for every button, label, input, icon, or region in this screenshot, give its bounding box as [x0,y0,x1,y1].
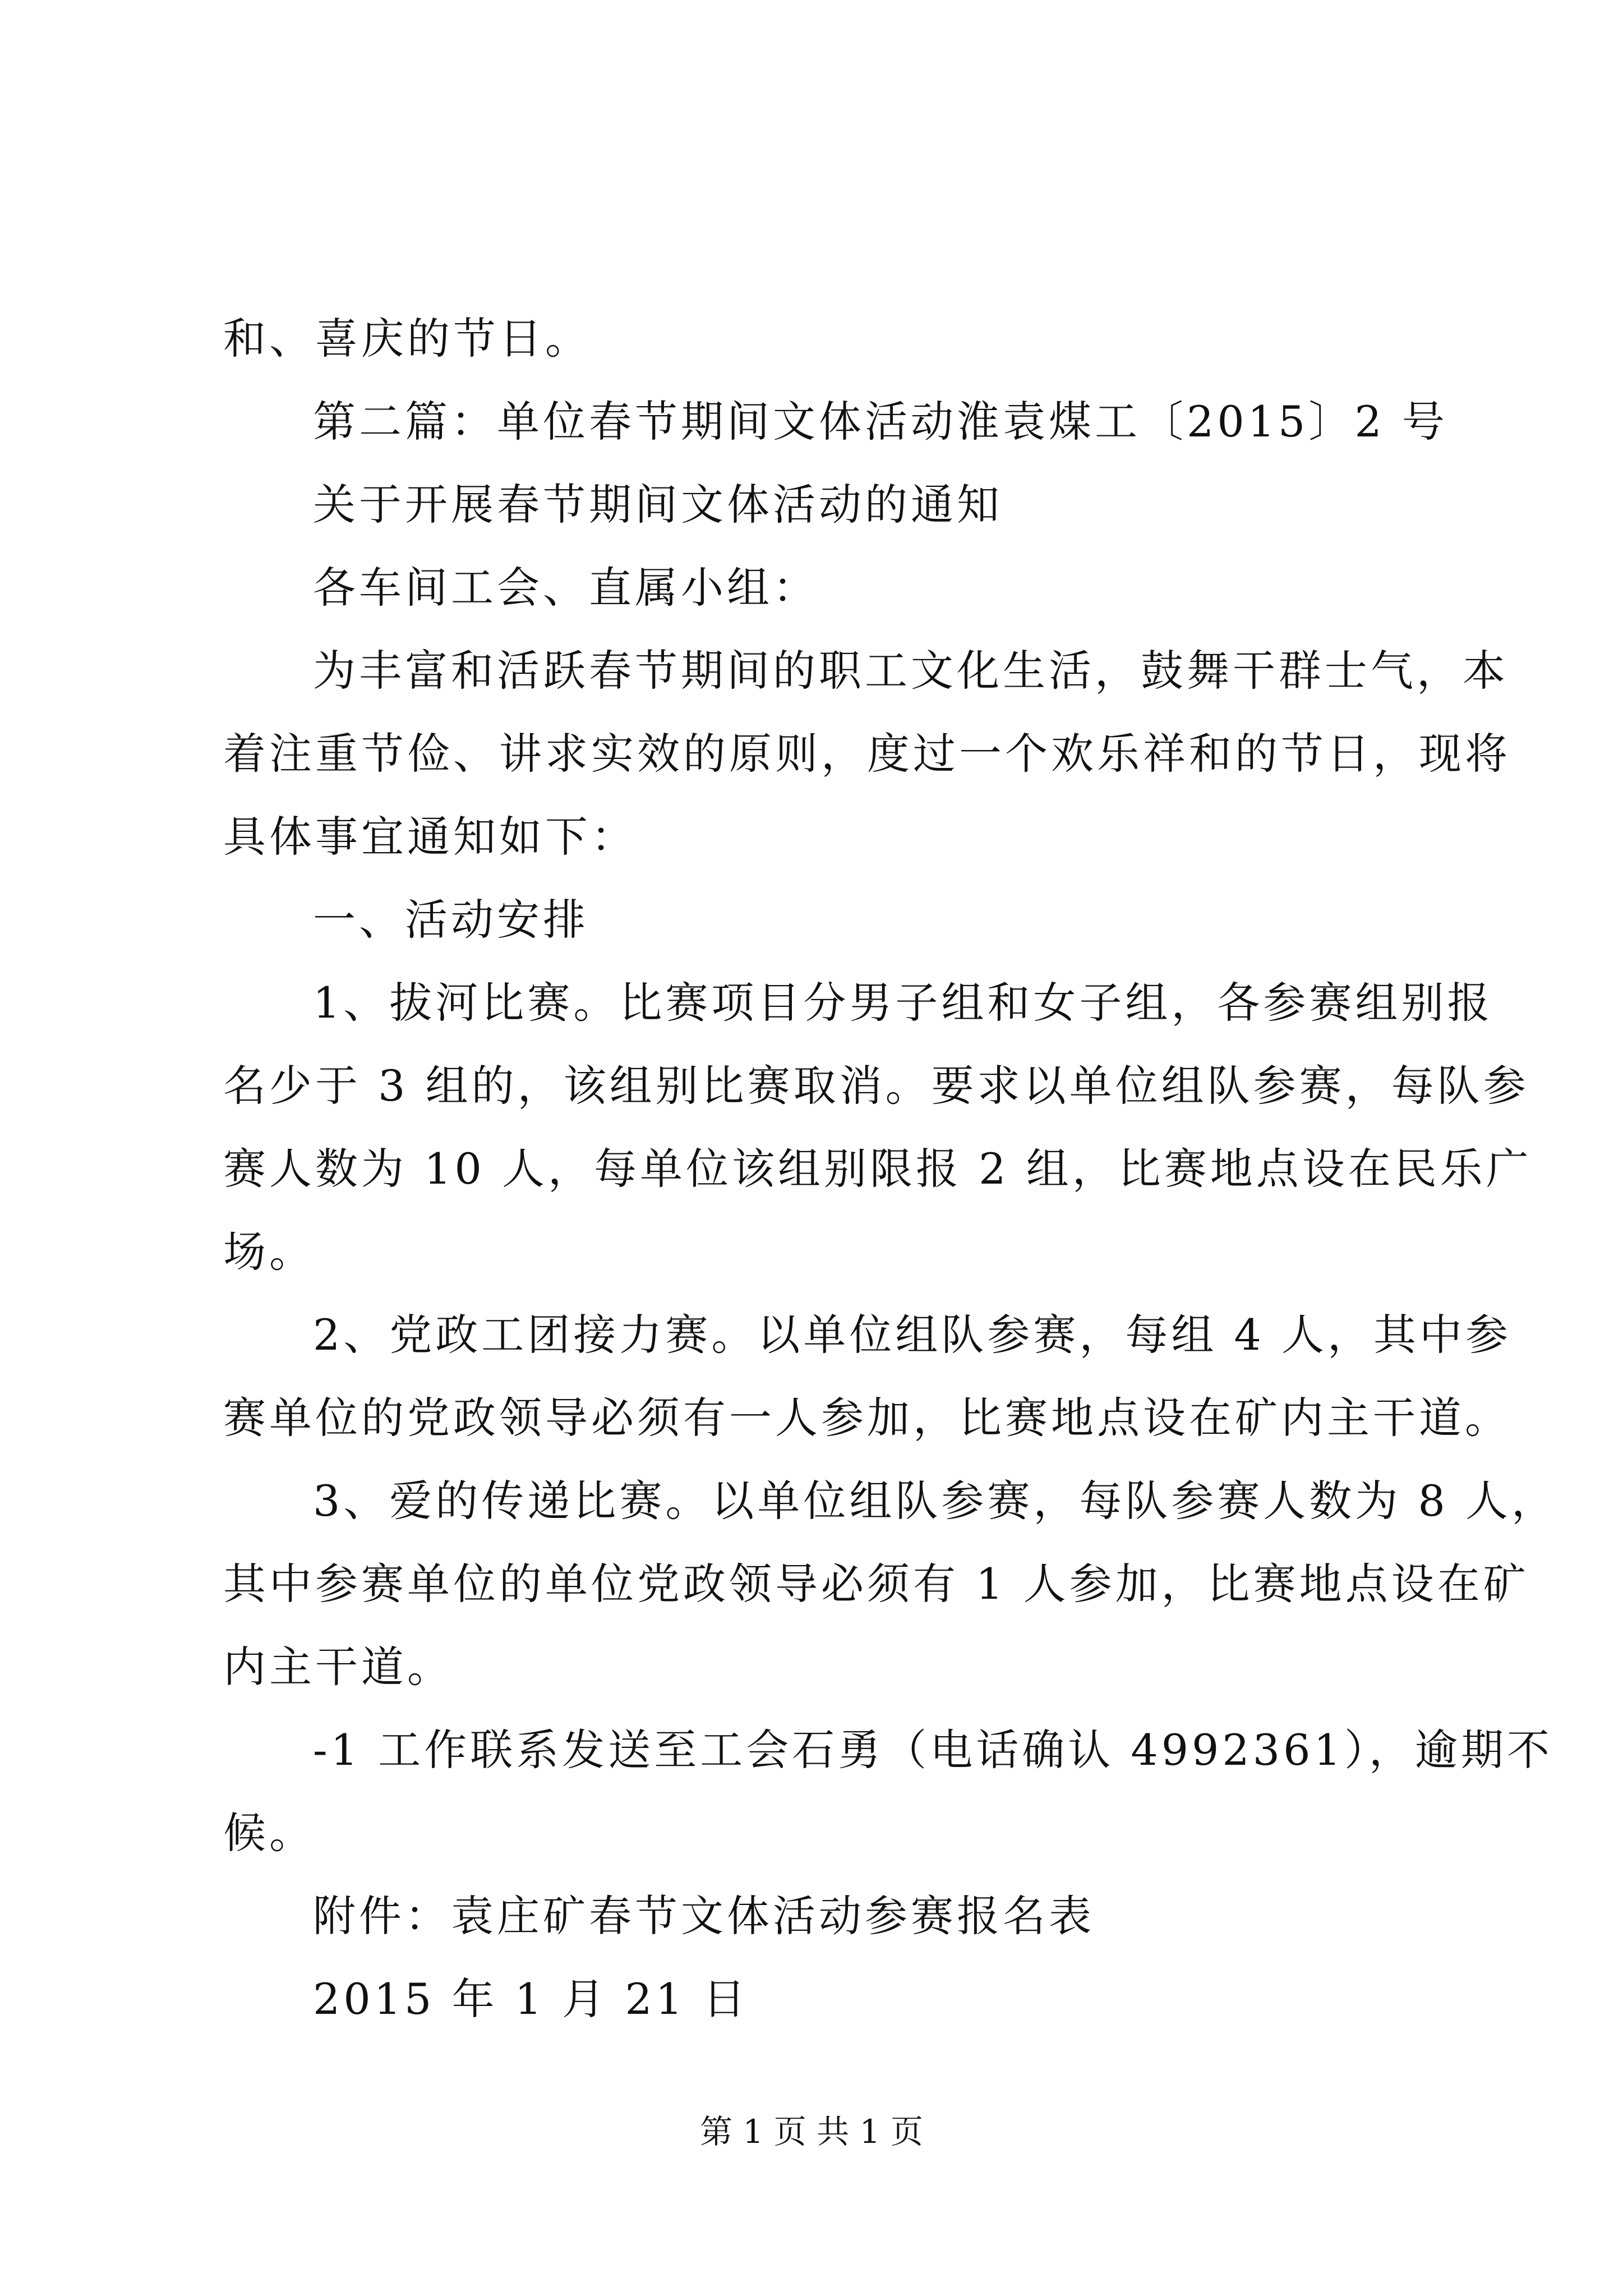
text-line: 和、喜庆的节日。 [223,314,591,364]
document-body [223,297,1558,2041]
paragraph-line: 其中参赛单位的单位党政领导必须有 1 人参加，比赛地点设在矿 [223,1559,1529,1609]
heading-activity-arrangement: 一、活动安排 [313,895,589,945]
paragraph-line: 2、党政工团接力赛。以单位组队参赛，每组 4 人，其中参 [313,1310,1512,1360]
section-title: 第二篇：单位春节期间文体活动淮袁煤工〔2015〕2 号 [313,397,1448,447]
notice-title: 关于开展春节期间文体活动的通知 [313,480,1003,530]
paragraph-line: 场。 [223,1227,315,1277]
paragraph-line: 候。 [223,1808,315,1858]
paragraph-line: 着注重节俭、讲求实效的原则，度过一个欢乐祥和的节日，现将 [223,729,1511,779]
date-line: 2015 年 1 月 21 日 [313,1974,749,2024]
paragraph-line: 赛人数为 10 人，每单位该组别限报 2 组，比赛地点设在民乐广 [223,1144,1532,1194]
paragraph-line: 内主干道。 [223,1642,453,1692]
paragraph-line: 具体事宜通知如下： [223,812,637,862]
salutation: 各车间工会、直属小组： [313,563,819,613]
page-footer: 第 1 页 共 1 页 [700,2113,923,2151]
attachment-line: 附件：袁庄矿春节文体活动参赛报名表 [313,1891,1095,1941]
paragraph-line: 赛单位的党政领导必须有一人参加，比赛地点设在矿内主干道。 [223,1393,1511,1443]
paragraph-line: -1 工作联系发送至工会石勇（电话确认 4992361），逾期不 [313,1725,1553,1775]
paragraph-line: 名少于 3 组的，该组别比赛取消。要求以单位组队参赛，每队参 [223,1061,1529,1111]
paragraph-line: 1、拔河比赛。比赛项目分男子组和女子组，各参赛组别报 [313,978,1493,1028]
paragraph-line: 为丰富和活跃春节期间的职工文化生活，鼓舞干群士气，本 [313,646,1509,696]
paragraph-line: 3、爱的传递比赛。以单位组队参赛，每队参赛人数为 8 人， [313,1476,1558,1526]
